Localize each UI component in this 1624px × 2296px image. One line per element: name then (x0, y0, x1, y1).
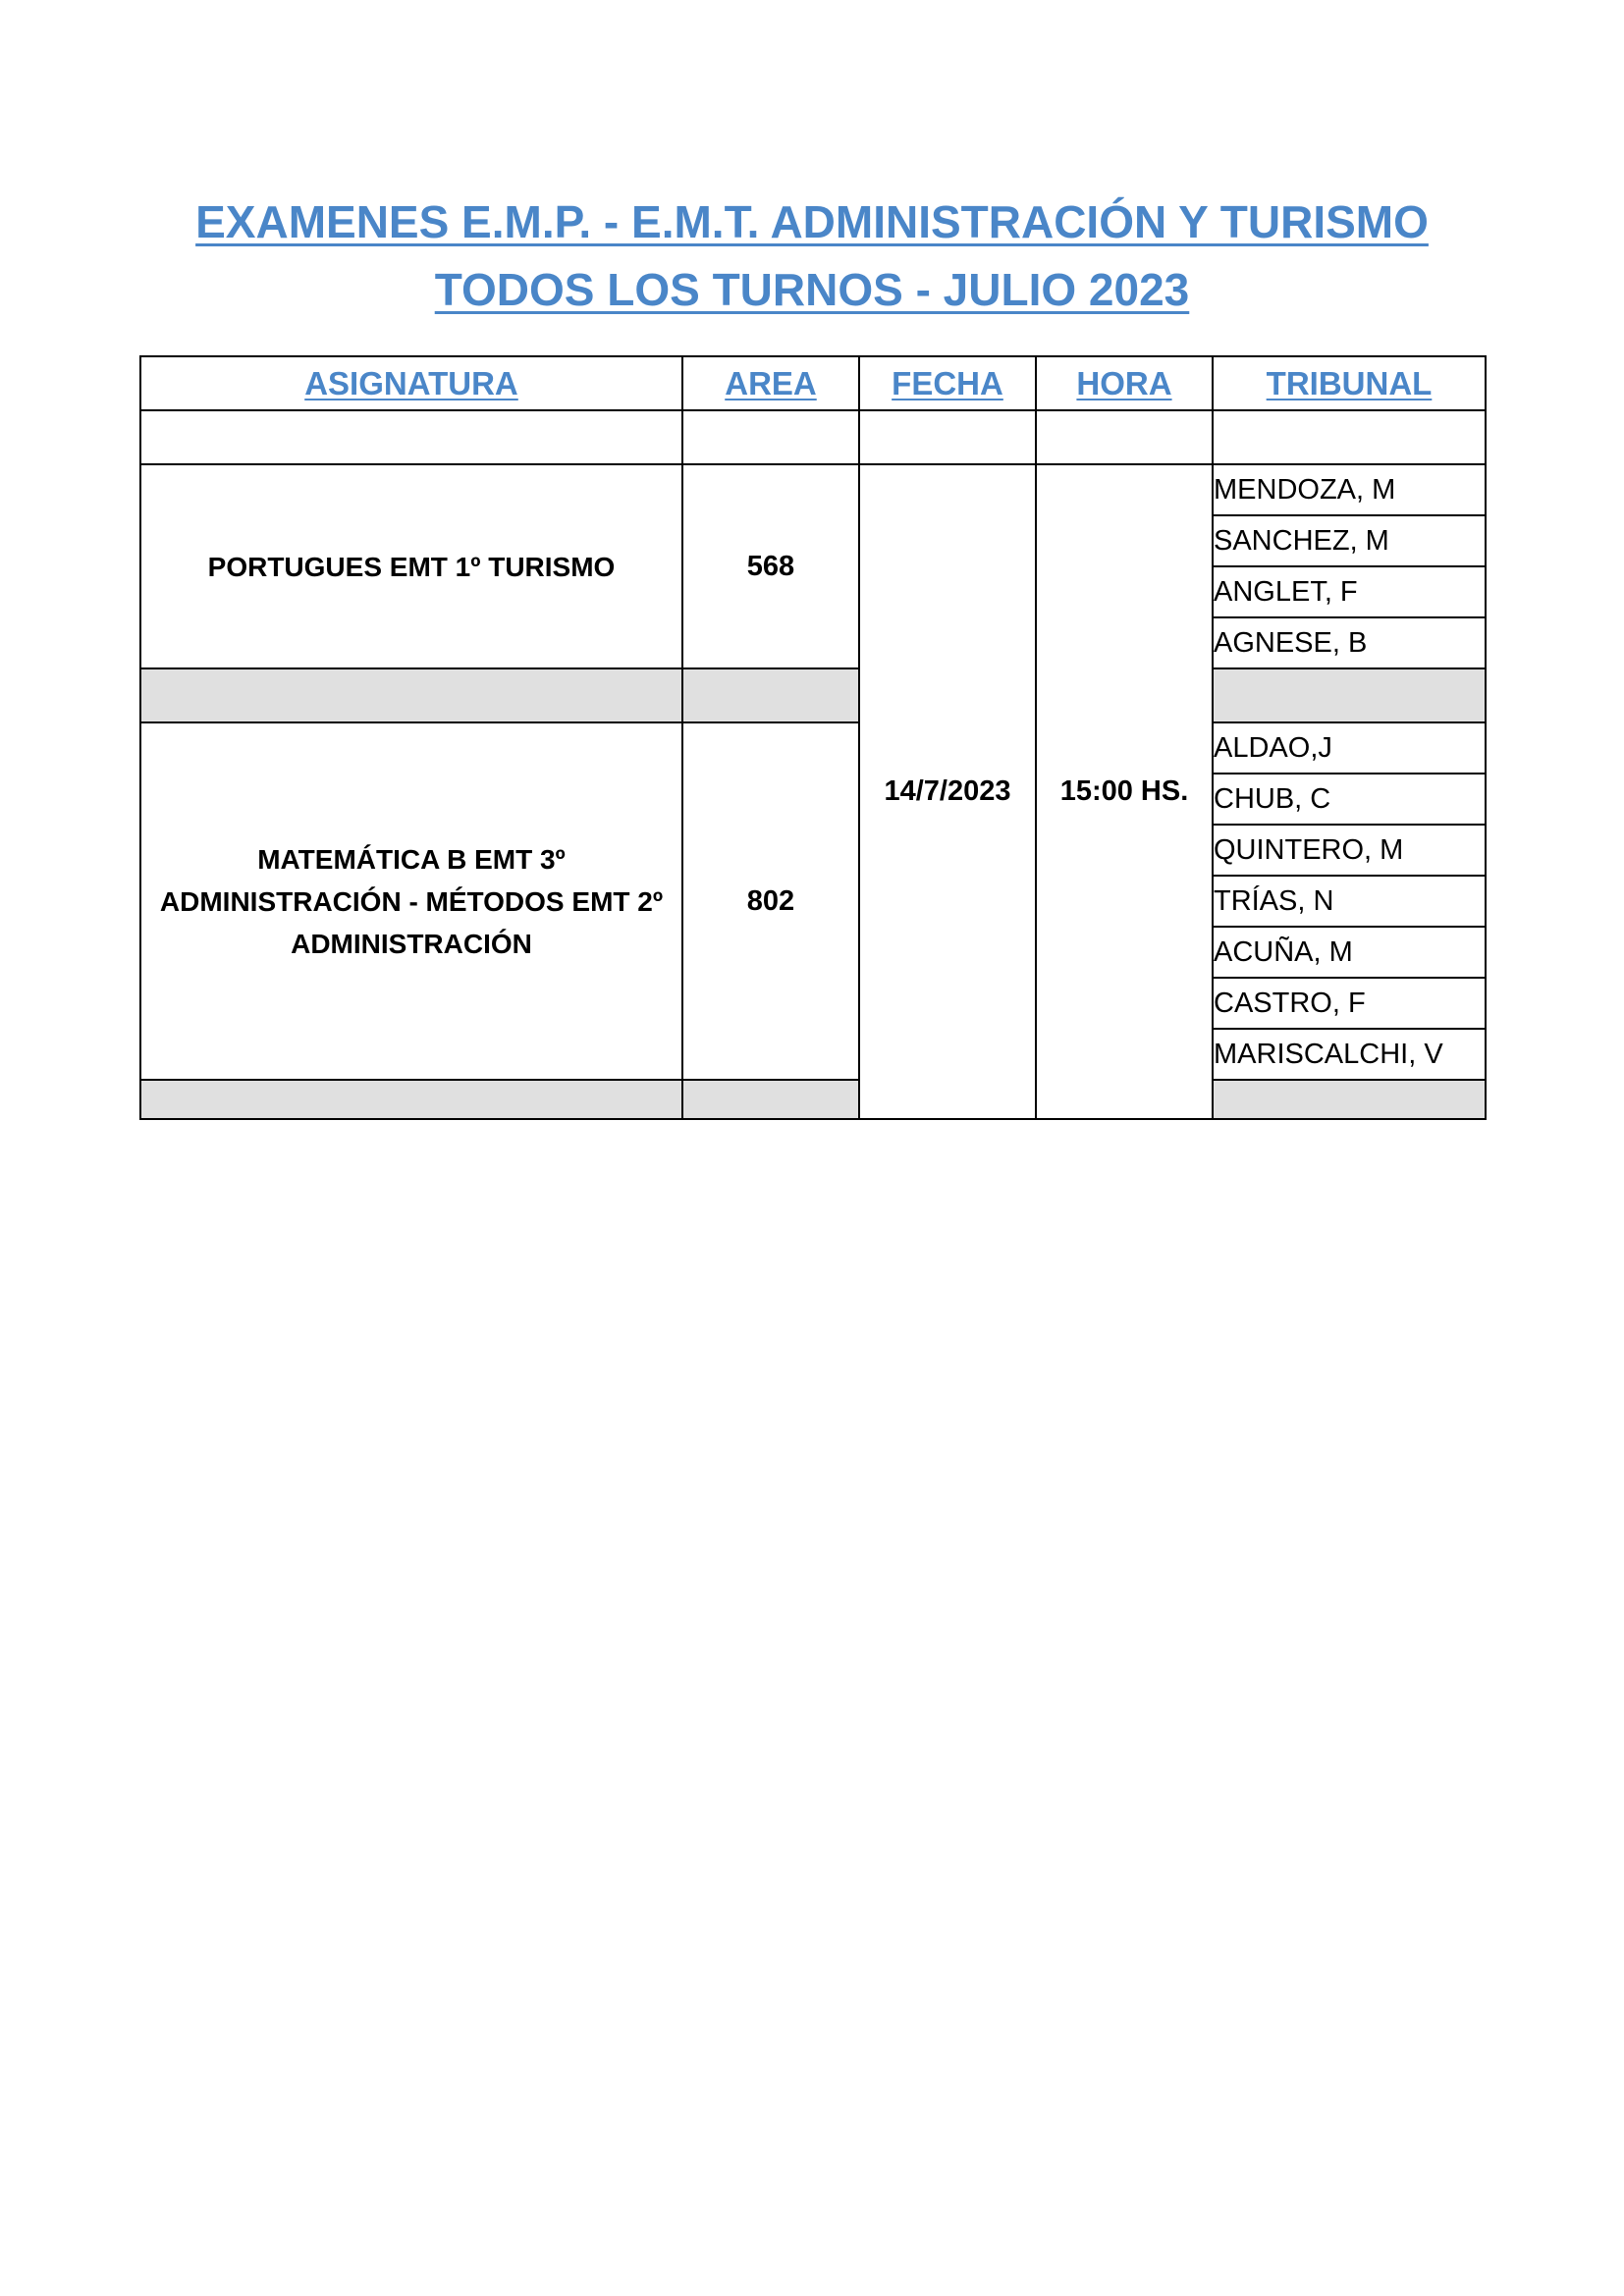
subject-cell-matematica (140, 722, 682, 1080)
subject-line: MATEMÁTICA B EMT 3º (257, 843, 566, 875)
empty-cell (1036, 410, 1213, 464)
area-cell-802: 802 (682, 722, 859, 1080)
subject-line: ADMINISTRACIÓN - MÉTODOS EMT 2º (159, 885, 664, 917)
separator-cell (682, 1080, 859, 1119)
separator-row (140, 668, 1486, 722)
separator-cell (1213, 1080, 1486, 1119)
separator-cell (140, 668, 682, 722)
date-cell: 14/7/2023 (859, 464, 1036, 1119)
subject-cell-portugues: PORTUGUES EMT 1º TURISMO (140, 464, 682, 668)
tribunal-member: QUINTERO, M (1213, 825, 1486, 876)
empty-cell (682, 410, 859, 464)
separator-cell (140, 1080, 682, 1119)
table-header-row (140, 356, 1486, 410)
table-row (140, 464, 1486, 515)
page-title-line-1: EXAMENES E.M.P. - E.M.T. ADMINISTRACIÓN Y TURISMO (195, 196, 1429, 247)
column-header-tribunal: TRIBUNAL (1213, 356, 1486, 410)
page-title-line-2: TODOS LOS TURNOS - JULIO 2023 (434, 264, 1190, 315)
tribunal-member: MENDOZA, M (1213, 464, 1486, 515)
column-header-asignatura: ASIGNATURA (140, 356, 682, 410)
tribunal-member: CASTRO, F (1213, 978, 1486, 1029)
tribunal-member: SANCHEZ, M (1213, 515, 1486, 566)
tribunal-member: ANGLET, F (1213, 566, 1486, 617)
tribunal-member: MARISCALCHI, V (1213, 1029, 1486, 1080)
separator-row (140, 1080, 1486, 1119)
column-header-area: AREA (682, 356, 859, 410)
column-header-fecha: FECHA (859, 356, 1036, 410)
empty-cell (1213, 410, 1486, 464)
separator-cell (682, 668, 859, 722)
empty-row (140, 410, 1486, 464)
area-cell-568: 568 (682, 464, 859, 668)
subject-line: ADMINISTRACIÓN (291, 928, 532, 959)
empty-cell (859, 410, 1036, 464)
tribunal-member: ACUÑA, M (1213, 927, 1486, 978)
exam-schedule-table (139, 355, 1487, 1120)
empty-cell (140, 410, 682, 464)
table-row (140, 722, 1486, 774)
tribunal-member: AGNESE, B (1213, 617, 1486, 668)
column-header-hora: HORA (1036, 356, 1213, 410)
separator-cell (1213, 668, 1486, 722)
tribunal-member: TRÍAS, N (1213, 876, 1486, 927)
tribunal-member: ALDAO,J (1213, 722, 1486, 774)
time-cell: 15:00 HS. (1036, 464, 1213, 1119)
tribunal-member: CHUB, C (1213, 774, 1486, 825)
